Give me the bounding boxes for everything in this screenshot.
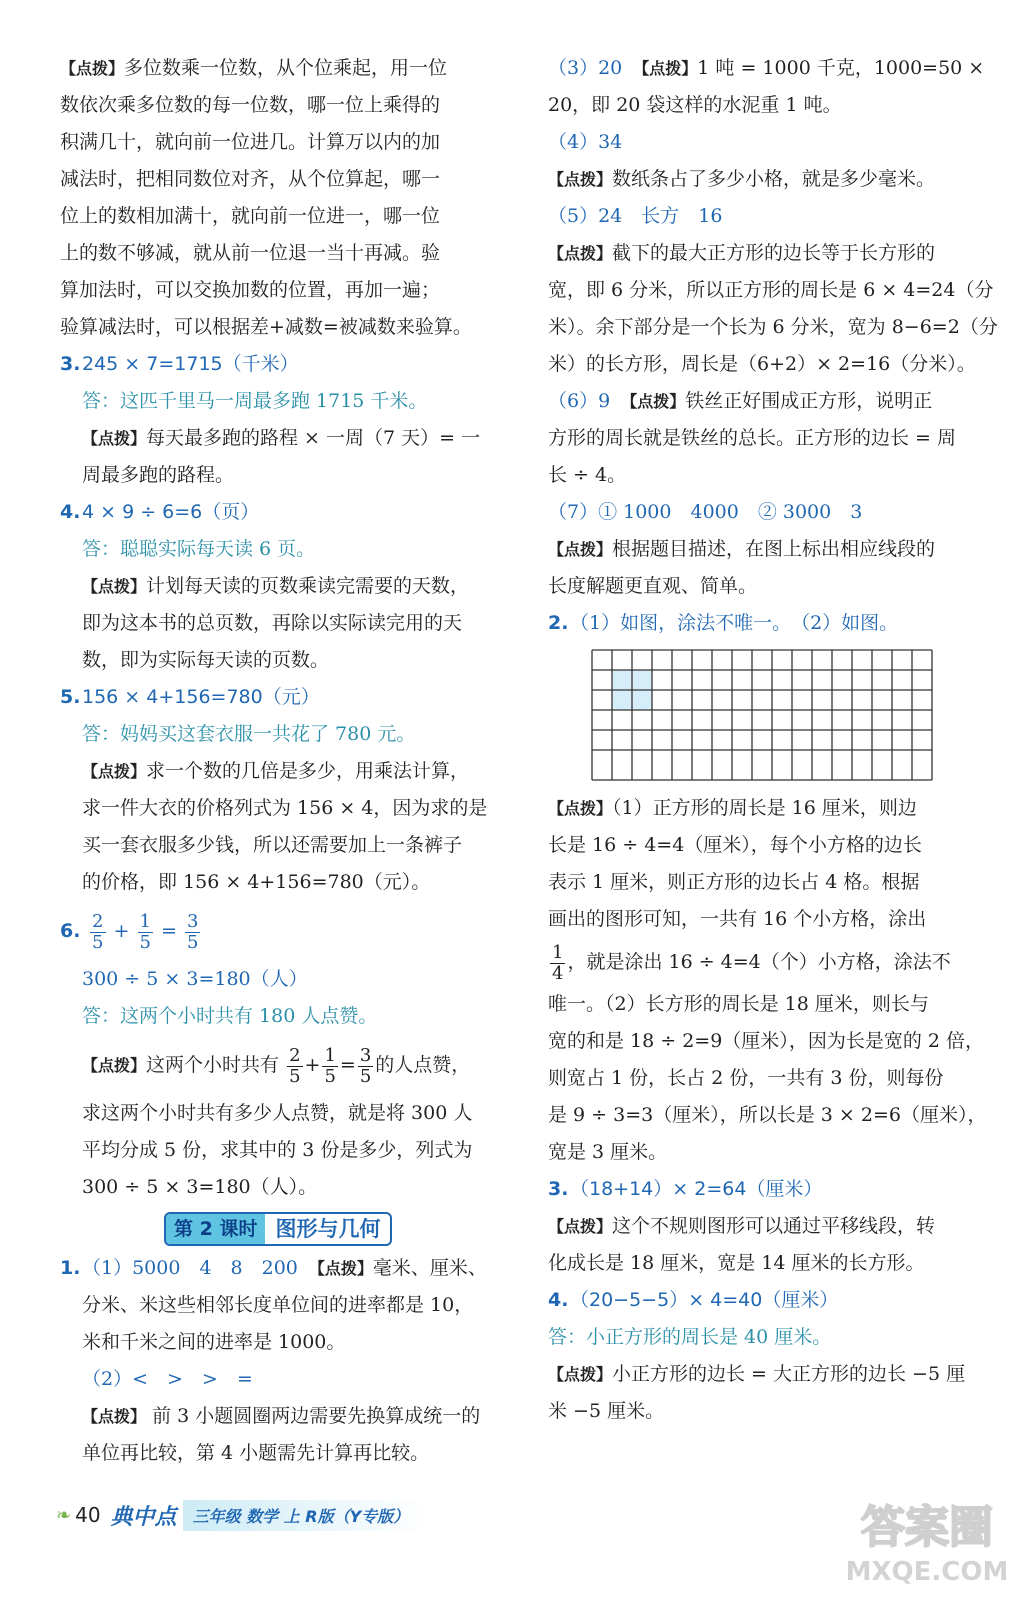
text-line: 的价格，即 156 × 4+156=780（元）。 <box>82 871 431 893</box>
text-line: 位上的数相加满十，就向前一位进一，哪一位 <box>60 205 441 227</box>
answer-r4: （4）34 <box>548 131 623 153</box>
question-4: 4.4 × 9 ÷ 6=6（页） <box>60 501 260 523</box>
text-line: 求这两个小时共有多少人点赞，就是将 300 人 <box>82 1102 473 1124</box>
answer-3: 答：这匹千里马一周最多跑 1715 千米。 <box>82 390 428 412</box>
text-line: 数依次乘多位数的每一位数，哪一位上乘得的 <box>60 94 441 116</box>
question-6: 6. $\frac{2}{5}$ + $\frac{1}{5}$ = $\frac{3}{5}$ <box>60 910 199 953</box>
text-line: 求一件大衣的价格列式为 156 × 4，因为求的是 <box>82 797 488 819</box>
tip-s3: 【点拨】这个不规则图形可以通过平移线段，转 <box>548 1215 936 1237</box>
text-line: 则宽占 1 份，长占 2 份，一共有 3 份，则每份 <box>548 1067 944 1089</box>
text-line: 画出的图形可知，一共有 16 个小方格，涂出 <box>548 908 927 930</box>
text-line: 长度解题更直观、简单。 <box>548 575 758 597</box>
square-grid <box>590 648 935 784</box>
fraction: $\frac{1}{5}$ <box>324 1044 336 1087</box>
text-line: 验算减法时，可以根据差+减数=被减数来验算。 <box>60 316 472 338</box>
text-line: 唯一。（2）长方形的周长是 18 厘米，则长与 <box>548 993 929 1015</box>
text-line: 方形的周长就是铁丝的总长。正方形的边长 = 周 <box>548 427 957 449</box>
text-line: 数，即为实际每天读的页数。 <box>82 649 330 671</box>
text-line: 米 −5 厘米。 <box>548 1400 665 1422</box>
text-line: 宽是 3 厘米。 <box>548 1141 668 1163</box>
text-line: 米）。余下部分是一个长为 6 分米，宽为 8−6=2（分 <box>548 316 998 338</box>
text-line: 20，即 20 袋这样的水泥重 1 吨。 <box>548 94 842 116</box>
answer-5: 答：妈妈买这套衣服一共花了 780 元。 <box>82 723 416 745</box>
lesson-header <box>164 1212 392 1246</box>
tip-s2: 【点拨】（1）正方形的周长是 16 厘米，则边 <box>548 797 917 819</box>
text-line: 周最多跑的路程。 <box>82 464 235 486</box>
page-footer <box>56 1495 425 1535</box>
right-column <box>548 50 998 1430</box>
text-line: 买一套衣服多少钱，所以还需要加上一条裤子 <box>82 834 463 856</box>
lesson-number: 第 2 课时 <box>166 1214 265 1244</box>
tip-s4: 【点拨】小正方形的边长 = 大正方形的边长 −5 厘 <box>548 1363 966 1385</box>
question-s4: 4.（20−5−5）× 4=40（厘米） <box>548 1289 839 1311</box>
book-title: 三年级 数学 上 R版（Y专版） <box>183 1500 426 1531</box>
text-line: 减法时，把相同数位对齐，从个位算起，哪一 <box>60 168 441 190</box>
tip-r7: 【点拨】根据题目描述，在图上标出相应线段的 <box>548 538 936 560</box>
page-number: 40 <box>75 1503 101 1527</box>
answer-s4: 答：小正方形的周长是 40 厘米。 <box>548 1326 832 1348</box>
question-5: 5.156 × 4+156=780（元） <box>60 686 320 708</box>
fraction: $\frac{3}{5}$ <box>359 1044 372 1087</box>
tip-4: 【点拨】计划每天读的页数乘读完需要的天数， <box>82 575 470 597</box>
text-line: 算加法时，可以交换加数的位置，再加一遍； <box>60 279 441 301</box>
text-line: 分米、米这些相邻长度单位间的进率都是 10， <box>82 1294 474 1316</box>
geo-1-part-2: （2）< > > = <box>82 1368 253 1390</box>
answer-4: 答：聪聪实际每天读 6 页。 <box>82 538 316 560</box>
tip-r4: 【点拨】数纸条占了多少小格，就是多少毫米。 <box>548 168 936 190</box>
geo-question-1: 1.（1）5000 4 8 200 【点拨】毫米、厘米、 <box>60 1257 487 1279</box>
text-line: 即为这本书的总页数，再除以实际读完用的天 <box>82 612 463 634</box>
grid-figure <box>548 642 993 790</box>
tip-6: 【点拨】这两个小时共有 $\frac{2}{5}$ + $\frac{1}{5}$ = $\frac{3}{5}$ 的人点赞， <box>82 1044 471 1087</box>
text-line: 上的数不够减，就从前一位退一当十再减。验 <box>60 242 441 264</box>
answer-6: 答：这两个小时共有 180 人点赞。 <box>82 1005 378 1027</box>
tip-5: 【点拨】求一个数的几倍是多少，用乘法计算， <box>82 760 470 782</box>
text-line: 米和千米之间的进率是 1000。 <box>82 1331 346 1353</box>
answer-r3: （3）20 【点拨】1 吨 = 1000 千克，1000=50 × <box>548 57 985 79</box>
fraction: $\frac{1}{5}$ <box>139 910 151 953</box>
fraction: $\frac{3}{5}$ <box>186 910 199 953</box>
watermark-logo <box>842 1490 1012 1590</box>
text-line: $\frac{1}{4}$ ，就是涂出 16 ÷ 4=4（个）小方格，涂法不 <box>552 941 951 984</box>
answer-r7: （7）① 1000 4000 ② 3000 3 <box>548 501 863 523</box>
question-3: 3.245 × 7=1715（千米） <box>60 353 299 375</box>
svg-text:MXQE.COM: MXQE.COM <box>845 1557 1009 1587</box>
tip-tag: 【点拨】 <box>60 59 125 78</box>
text-line: 平均分成 5 份，求其中的 3 份是多少，列式为 <box>82 1139 473 1161</box>
text-line: 米）的长方形，周长是（6+2）× 2=16（分米）。 <box>548 353 976 375</box>
text-line: 300 ÷ 5 × 3=180（人）。 <box>82 1176 318 1198</box>
text-line: 宽的和是 18 ÷ 2=9（厘米），因为长是宽的 2 倍， <box>548 1030 984 1052</box>
brand-logo: 典中点 <box>110 1504 177 1530</box>
question-s2: 2.（1）如图，涂法不唯一。 （2）如图。 <box>548 612 899 634</box>
tip-g1: 【点拨】 前 3 小题圆圈两边需要先换算成统一的 <box>82 1405 481 1427</box>
text-line: 宽，即 6 分米，所以正方形的周长是 6 × 4=24（分 <box>548 279 994 301</box>
text-line: 化成长是 18 厘米，宽是 14 厘米的长方形。 <box>548 1252 925 1274</box>
text-line: 表示 1 厘米，则正方形的边长占 4 格。根据 <box>548 871 920 893</box>
fraction: $\frac{2}{5}$ <box>92 910 104 953</box>
calc-6: 300 ÷ 5 × 3=180（人） <box>82 968 308 990</box>
left-column <box>60 50 510 1472</box>
text-line: 积满几十，就向前一位进几。计算万以内的加 <box>60 131 441 153</box>
text-line: 长 ÷ 4。 <box>548 464 627 486</box>
svg-text:答案圈: 答案圈 <box>861 1502 993 1553</box>
tip-3: 【点拨】每天最多跑的路程 × 一周（7 天）= 一 <box>82 427 481 449</box>
lesson-title: 图形与几何 <box>275 1217 381 1241</box>
answer-r6: （6）9 【点拨】铁丝正好围成正方形，说明正 <box>548 390 933 412</box>
fraction: $\frac{1}{4}$ <box>552 941 564 984</box>
question-s3: 3.（18+14）× 2=64（厘米） <box>548 1178 823 1200</box>
fraction: $\frac{2}{5}$ <box>289 1044 301 1087</box>
text-line: 是 9 ÷ 3=3（厘米），所以长是 3 × 2=6（厘米）， <box>548 1104 987 1126</box>
answer-r5: （5）24 长方 16 <box>548 205 723 227</box>
text-line: 长是 16 ÷ 4=4（厘米），每个小方格的边长 <box>548 834 922 856</box>
text-line: 【点拨】多位数乘一位数，从个位乘起，用一位 <box>60 57 448 79</box>
tip-r5: 【点拨】截下的最大正方形的边长等于长方形的 <box>548 242 936 264</box>
text-line: 单位再比较，第 4 小题需先计算再比较。 <box>82 1442 430 1464</box>
leaf-icon: ❧ <box>56 1504 72 1526</box>
